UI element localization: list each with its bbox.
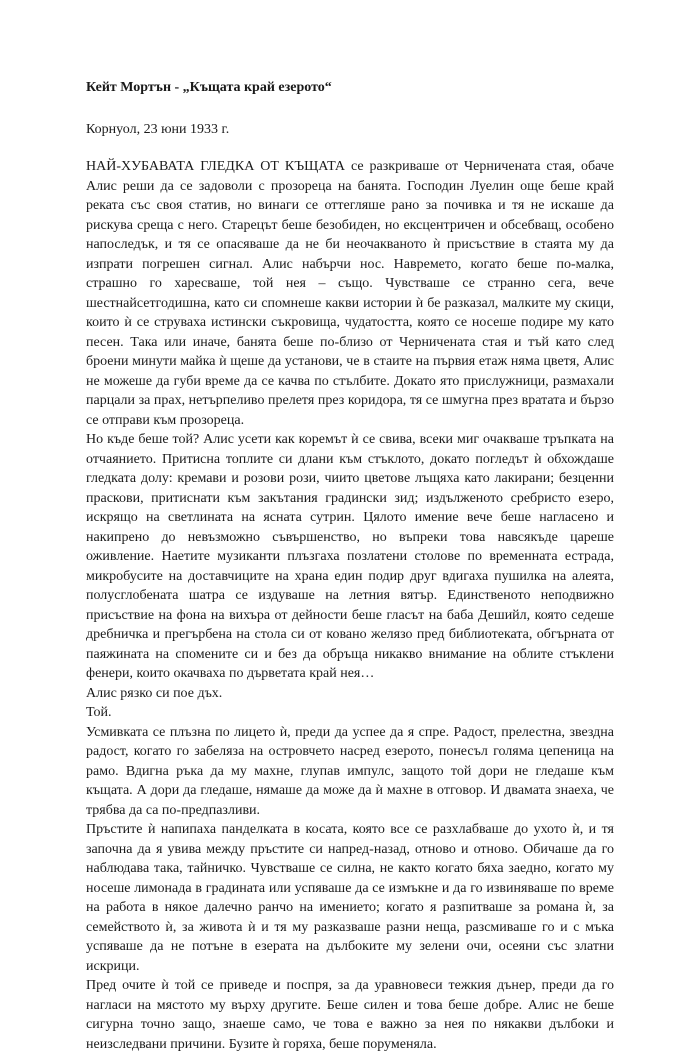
document-title: Кейт Мортън - „Къщата край езерото“ [86, 80, 332, 95]
story-body [86, 157, 614, 1054]
paragraph: Пред очите ѝ той се приведе и поспря, за да уравновеси тежкия дънер, преди да го нагласи на мястото му върху другите. Беше силен и това беше добре. Алис не беше сигурна точно защо, знаеше само, че това е важно за нея по някакви дълбоки и неизследвани причини. Бузите ѝ горяха, беше поруменяла. [86, 978, 614, 1052]
paragraph: Той. [86, 705, 112, 720]
paragraph: Но къде беше той? Алис усети как коремът ѝ се свива, всеки миг очакваше тръпката на отчаянието. Притисна топлите си длани към стъклото, докато погледът ѝ обхождаше гледката долу: кремави и розови рози, чиито цветове лъщяха като лакирани; безценни праскови, притиснати към закътания градински зид; издълженото сребристо езеро, искрящо на светлината на ясната сутрин. Цялото имение вече беше нагласено и накипрено до невъзможно съвършенство, но въпреки това навсякъде цареше оживление. Наетите музиканти плъзгаха позлатени столове по временната естрада, микробусите на доставчиците на храна един подир друг вдигаха пушилка на алеята, полусглобената шатра се издуваше на летния вятър. Единственото неподвижно присъствие на фона на вихъра от дейности беше гласът на баба Дешийл, която седеше дребничка и прегърбена на стола си от ковано желязо пред библиотеката, обгърната от паяжината на спомените си и без да обръща никакво внимание на облите стъклени фенери, които окачваха по дърветата край нея… [86, 432, 614, 681]
place-date-line: Корнуол, 23 юни 1933 г. [86, 122, 230, 137]
paragraph: Алис рязко си пое дъх. [86, 685, 223, 701]
paragraph: Усмивката се плъзна по лицето ѝ, преди да успее да я спре. Радост, прелестна, звездна радост, когато го забеляза на островчето насред езерото, понесъл голяма цепеница на рамо. Вдигна ръка да му махне, глупав импулс, защото той дори не гледаше към къщата. А дори да гледаше, нямаше да може да ѝ махне в отговор. И двамата знаеха, че трябва да са по-предпазливи. [86, 724, 614, 818]
paragraph: Пръстите ѝ напипаха панделката в косата, която все се разхлабваше до ухото ѝ, и тя започна да я увива между пръстите си напред-назад, отново и отново. Обичаше да го наблюдава така, тайничко. Чувстваше се силна, не както когато бяха заедно, когато му носеше лимонада в градината или успяваше да се измъкне и да го извиняваше по време на работа в някое далечно ранчо на имението; когато я разпитваше за романа ѝ, за семейството ѝ, за живота ѝ и тя му разказваше разни неща, разсмиваше го и с мъка успяваше да не потъне в езерата на дълбоките му зелени очи, осеяни със златни искрици. [86, 822, 614, 974]
paragraph: НАЙ-ХУБАВАТА ГЛЕДКА ОТ КЪЩАТА се разкриваше от Черничената стая, обаче Алис реши да се задоволи с прозореца на банята. Господин Луелин още беше край реката със своя статив, но винаги се оттегляше рано за почивка и тя не искаше да рискува среща с него. Старецът беше безобиден, но ексцентричен и обсебващ, особено напоследък, и тя се опасяваше да не би неочакваното ѝ присъствие в стаята му да изпрати погрешен сигнал. Алис набърчи нос. Навремето, когато беше по-малка, страшно го харесваше, той нея – също. Чувстваше се странно сега, вече шестнайсетгодишна, като си спомнеше какви истории ѝ бе разказал, малките му скици, които ѝ се струваха истински съкровища, чудатостта, която се носеше подире му като песен. Така или иначе, банята беше по-близо от Черничената стая и тъй като след броени минути майка ѝ щеше да установи, че в стаите на първия етаж няма цветя, Алис не можеше да губи време да се качва по стълбите. Докато ято прислужници, размахали парцали за прах, нетърпеливо прелетя през коридора, тя се шмугна през вратата и бързо се отправи към прозореца. [86, 159, 614, 428]
document-page [86, 78, 614, 1054]
